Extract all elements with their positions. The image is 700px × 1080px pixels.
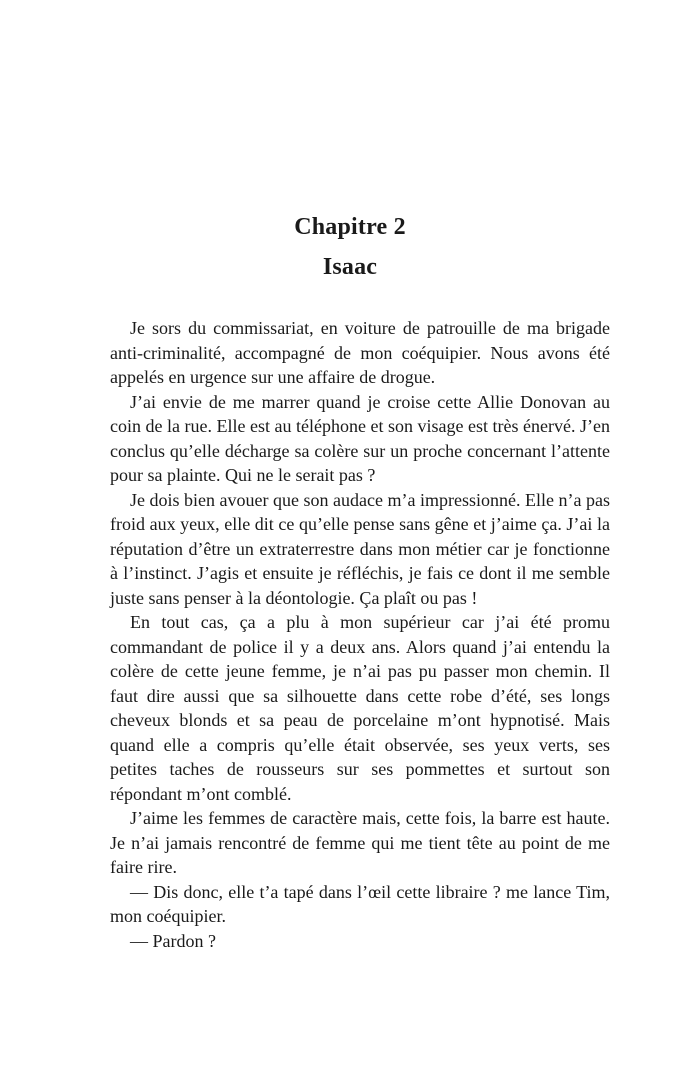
chapter-title: Isaac: [322, 254, 378, 280]
paragraph: Je dois bien avouer que son audace m’a impressionné. Elle n’a pas froid aux yeux, elle dit ce qu’elle pense sans gêne et j’aime ça. J’ai la réputation d’être un extraterrestre dans mon métier car je fonctionne à l’instinct. J’agis et ensuite je réfléchis, je fais ce dont il me semble juste sans penser à la déontologie. Ça plaît ou pas !: [110, 489, 610, 608]
dialogue-line: — Dis donc, elle t’a tapé dans l’œil cette libraire ? me lance Tim, mon coéquipier.: [110, 881, 610, 926]
chapter-number: Chapitre 2: [294, 214, 406, 240]
paragraph: En tout cas, ça a plu à mon supérieur car j’ai été promu commandant de police il y a deux ans. Alors quand j’ai entendu la colère de cette jeune femme, je n’ai pas pu passer mon chemin. Il faut dire aussi que sa silhouette dans cette robe d’été, ses longs cheveux blonds et sa peau de porcelaine m’ont hypnotisé. Mais quand elle a compris qu’elle était observée, ses yeux verts, ses petites taches de rousseurs sur ses pommettes et surtout son répondant m’ont comblé.: [110, 612, 610, 804]
chapter-heading: [0, 207, 700, 287]
paragraph: Je sors du commissariat, en voiture de patrouille de ma brigade anti-criminalité, accompagné de mon coéquipier. Nous avons été appelés en urgence sur une affaire de drogue.: [110, 318, 610, 387]
paragraph: J’aime les femmes de caractère mais, cette fois, la barre est haute. Je n’ai jamais rencontré de femme qui me tient tête au point de me faire rire.: [110, 808, 610, 877]
paragraph: J’ai envie de me marrer quand je croise cette Allie Donovan au coin de la rue. Elle est au téléphone et son visage est très énervé. J’en conclus qu’elle décharge sa colère sur un proche concernant l’attente pour sa plainte. Qui ne le serait pas ?: [110, 391, 610, 485]
dialogue-line: — Pardon ?: [130, 930, 216, 951]
chapter-body: [110, 316, 610, 953]
